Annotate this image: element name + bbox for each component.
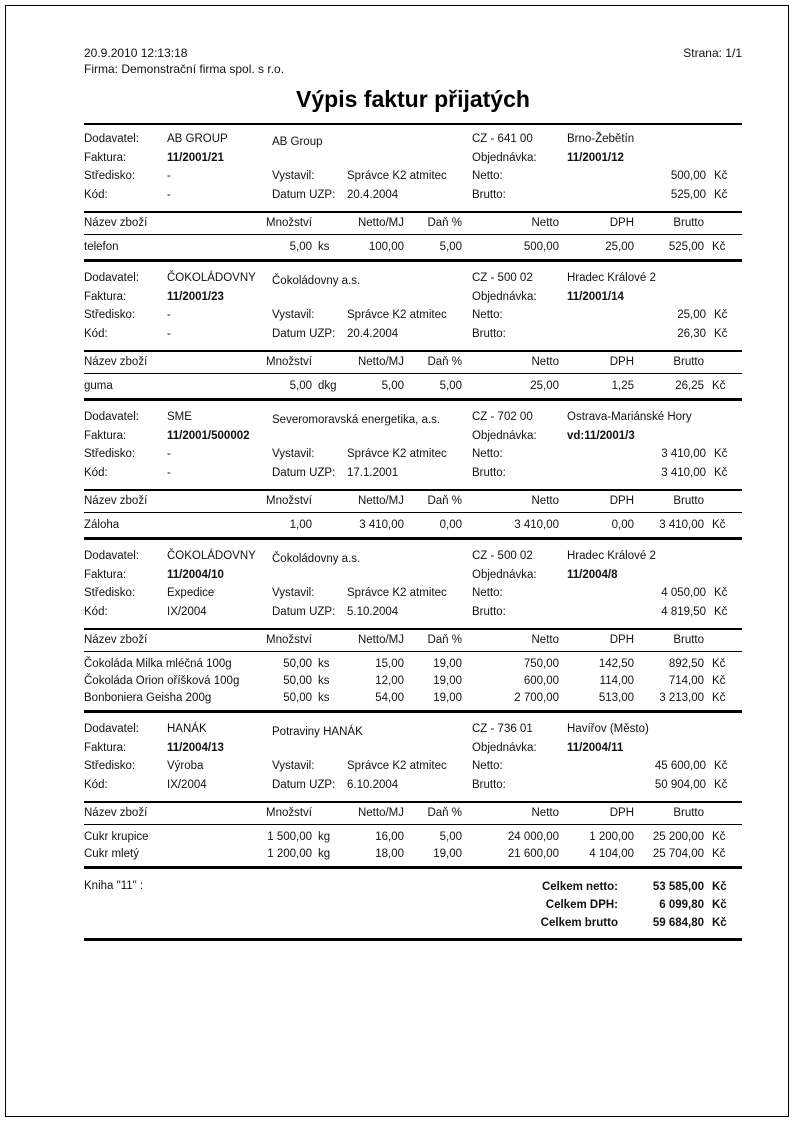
divider <box>84 537 742 540</box>
item-tax: 19,00 <box>433 692 462 704</box>
item-name: guma <box>84 380 113 392</box>
item-vat: 513,00 <box>598 692 634 704</box>
item-unit: dkg <box>318 380 337 392</box>
currency-label: Kč <box>712 519 726 531</box>
supplier-name: Potraviny HANÁK <box>272 726 363 738</box>
item-vat: 1,25 <box>611 380 634 392</box>
col-brutto: Brutto <box>673 356 704 368</box>
order-number: 11/2001/14 <box>567 290 624 303</box>
supplier-city: Ostrava-Mariánské Hory <box>567 411 692 423</box>
total-netto-label: Celkem netto: <box>541 881 618 893</box>
report-datetime: 20.9.2010 12:13:18 <box>84 46 188 60</box>
item-tax: 5,00 <box>439 831 462 843</box>
supplier-zip: CZ - 736 01 <box>472 723 533 735</box>
col-name: Název zboží <box>84 356 148 368</box>
currency-label: Kč <box>714 309 728 321</box>
code-value: - <box>167 188 171 201</box>
code-value: - <box>167 327 171 340</box>
brutto-label: Brutto: <box>472 327 506 340</box>
currency-label: Kč <box>714 327 728 340</box>
total-brutto-label: Celkem brutto <box>540 917 618 929</box>
currency-label: Kč <box>712 831 726 843</box>
invoice-number: 11/2001/500002 <box>167 429 250 442</box>
divider <box>84 259 742 262</box>
cost-center-value: - <box>167 170 171 182</box>
item-name: telefon <box>84 241 119 253</box>
cost-center-label: Středisko: <box>84 170 136 182</box>
item-netto: 500,00 <box>523 241 559 253</box>
item-netto: 3 410,00 <box>514 519 559 531</box>
col-netto-unit: Netto/MJ <box>357 495 404 507</box>
item-netto: 25,00 <box>530 380 559 392</box>
currency-label: Kč <box>712 692 726 704</box>
col-brutto: Brutto <box>673 495 704 507</box>
col-vat: DPH <box>609 495 634 507</box>
order-number: vd:11/2001/3 <box>567 429 635 442</box>
items-header <box>84 630 742 651</box>
item-brutto: 714,00 <box>668 675 704 687</box>
supplier-zip: CZ - 500 02 <box>472 272 533 284</box>
col-quantity: Množství <box>265 634 312 646</box>
supplier-code: SME <box>167 411 192 423</box>
book-label: Kniha "11" : <box>84 880 144 892</box>
currency-label: Kč <box>714 778 728 791</box>
supplier-zip: CZ - 641 00 <box>472 133 533 145</box>
item-netto: 750,00 <box>523 658 559 670</box>
item-unit <box>312 517 332 534</box>
total-brutto-value: 59 684,80 <box>652 917 704 929</box>
item-row <box>84 517 742 534</box>
invoice-netto: 500,00 <box>670 170 706 182</box>
currency-label: Kč <box>714 587 728 599</box>
col-vat: DPH <box>609 217 634 229</box>
tax-date-value: 20.4.2004 <box>347 327 399 340</box>
divider <box>84 866 742 869</box>
item-qty: 1,00 <box>289 519 312 531</box>
supplier-code: AB GROUP <box>167 133 228 145</box>
order-number: 11/2001/12 <box>567 151 624 164</box>
cost-center-label: Středisko: <box>84 760 136 772</box>
item-unit: kg <box>318 848 331 860</box>
item-netto-unit: 100,00 <box>368 241 404 253</box>
col-vat: DPH <box>609 634 634 646</box>
report-summary <box>84 876 742 938</box>
divider <box>84 123 742 125</box>
invoice-block <box>84 547 742 713</box>
tax-date-value: 5.10.2004 <box>347 605 399 618</box>
tax-date-value: 17.1.2001 <box>347 466 399 479</box>
issued-by-label: Vystavil: <box>272 170 315 182</box>
order-number: 11/2004/11 <box>567 741 624 754</box>
issued-by-label: Vystavil: <box>272 760 315 772</box>
item-tax: 19,00 <box>433 848 462 860</box>
currency-label: Kč <box>714 605 728 618</box>
col-netto: Netto <box>531 634 559 646</box>
item-row <box>84 378 742 395</box>
col-vat: DPH <box>609 356 634 368</box>
item-unit: ks <box>318 692 330 704</box>
invoice-block <box>84 720 742 869</box>
currency-label: Kč <box>712 241 726 253</box>
invoice-netto: 25,00 <box>677 309 706 321</box>
invoice-brutto: 525,00 <box>670 188 706 201</box>
item-brutto: 25 200,00 <box>652 831 704 843</box>
order-label: Objednávka: <box>472 741 537 754</box>
invoice-netto: 4 050,00 <box>661 587 706 599</box>
supplier-name: Severomoravská energetika, a.s. <box>272 414 441 426</box>
cost-center-value: Expedice <box>167 587 215 599</box>
brutto-label: Brutto: <box>472 188 506 201</box>
col-name: Název zboží <box>84 217 148 229</box>
supplier-label: Dodavatel: <box>84 550 139 562</box>
col-vat: DPH <box>609 807 634 819</box>
supplier-label: Dodavatel: <box>84 411 139 423</box>
items-header <box>84 491 742 512</box>
item-tax: 19,00 <box>433 675 462 687</box>
item-row <box>84 673 742 690</box>
issued-by-value: Správce K2 atmitec <box>347 587 447 599</box>
order-label: Objednávka: <box>472 151 537 164</box>
col-tax: Daň % <box>427 634 462 646</box>
brutto-label: Brutto: <box>472 466 506 479</box>
item-row <box>84 656 742 673</box>
supplier-city: Hradec Králové 2 <box>567 550 656 562</box>
item-netto: 24 000,00 <box>507 831 559 843</box>
invoice-block <box>84 269 742 401</box>
item-netto-unit: 18,00 <box>375 848 404 860</box>
issued-by-value: Správce K2 atmitec <box>347 448 447 460</box>
report-header <box>84 45 742 113</box>
item-name: Cukr krupice <box>84 831 149 843</box>
item-netto-unit: 54,00 <box>375 692 404 704</box>
col-netto: Netto <box>531 807 559 819</box>
code-label: Kód: <box>84 778 108 791</box>
invoice-number: 11/2004/10 <box>167 568 224 581</box>
item-unit: kg <box>318 831 331 843</box>
code-label: Kód: <box>84 188 108 201</box>
item-name: Cukr mletý <box>84 848 139 860</box>
divider <box>84 938 742 941</box>
item-name: Záloha <box>84 519 120 531</box>
item-brutto: 525,00 <box>668 241 704 253</box>
item-vat: 114,00 <box>599 675 634 687</box>
netto-label: Netto: <box>472 309 503 321</box>
code-value: IX/2004 <box>167 778 207 791</box>
cost-center-value: Výroba <box>167 760 204 772</box>
code-label: Kód: <box>84 466 108 479</box>
item-brutto: 25 704,00 <box>652 848 704 860</box>
supplier-city: Hradec Králové 2 <box>567 272 656 284</box>
item-name: Čokoláda Orion oříšková 100g <box>84 675 240 687</box>
invoice-label: Faktura: <box>84 568 127 581</box>
invoice-brutto: 4 819,50 <box>661 605 706 618</box>
item-qty: 50,00 <box>283 658 312 670</box>
divider <box>84 398 742 401</box>
col-name: Název zboží <box>84 495 148 507</box>
cost-center-value: - <box>167 448 171 460</box>
item-tax: 19,00 <box>433 658 462 670</box>
item-tax: 0,00 <box>439 519 462 531</box>
col-netto: Netto <box>531 495 559 507</box>
invoice-number: 11/2001/21 <box>167 151 224 164</box>
page-number: Strana: 1/1 <box>683 46 742 60</box>
col-name: Název zboží <box>84 634 148 646</box>
supplier-zip: CZ - 500 02 <box>472 550 533 562</box>
items-header <box>84 803 742 824</box>
item-netto: 600,00 <box>523 675 559 687</box>
total-netto-value: 53 585,00 <box>652 881 704 893</box>
supplier-code: ČOKOLÁDOVNY <box>167 550 256 562</box>
item-qty: 5,00 <box>289 380 312 392</box>
invoice-brutto: 26,30 <box>677 327 706 340</box>
supplier-code: ČOKOLÁDOVNY <box>167 272 256 284</box>
col-tax: Daň % <box>427 807 462 819</box>
item-unit: ks <box>318 675 330 687</box>
item-row <box>84 690 742 707</box>
item-qty: 5,00 <box>289 241 312 253</box>
item-brutto: 892,50 <box>668 658 704 670</box>
item-brutto: 3 410,00 <box>659 519 704 531</box>
page-frame <box>5 5 789 1117</box>
item-netto-unit: 3 410,00 <box>359 519 404 531</box>
netto-label: Netto: <box>472 760 503 772</box>
item-qty: 1 500,00 <box>267 831 312 843</box>
currency-label: Kč <box>712 658 726 670</box>
col-netto-unit: Netto/MJ <box>357 217 404 229</box>
code-label: Kód: <box>84 605 108 618</box>
col-brutto: Brutto <box>673 217 704 229</box>
invoice-info <box>84 269 742 350</box>
cost-center-value: - <box>167 309 171 321</box>
code-value: IX/2004 <box>167 605 207 618</box>
company-line: Firma: Demonstrační firma spol. s r.o. <box>84 62 285 76</box>
invoice-info <box>84 720 742 801</box>
currency-label: Kč <box>712 848 726 860</box>
invoice-number: 11/2004/13 <box>167 741 224 754</box>
item-name: Bonboniera Geisha 200g <box>84 692 212 704</box>
item-netto-unit: 12,00 <box>375 675 404 687</box>
item-vat: 0,00 <box>611 519 634 531</box>
item-brutto: 26,25 <box>675 380 704 392</box>
invoice-info <box>84 547 742 628</box>
issued-by-label: Vystavil: <box>272 448 315 460</box>
col-quantity: Množství <box>265 356 312 368</box>
invoice-label: Faktura: <box>84 741 127 754</box>
invoice-info <box>84 130 742 211</box>
order-label: Objednávka: <box>472 429 537 442</box>
item-row <box>84 239 742 256</box>
supplier-label: Dodavatel: <box>84 272 139 284</box>
cost-center-label: Středisko: <box>84 309 136 321</box>
col-quantity: Množství <box>265 217 312 229</box>
item-vat: 4 104,00 <box>589 848 634 860</box>
currency-label: Kč <box>712 675 726 687</box>
item-tax: 5,00 <box>439 380 462 392</box>
cost-center-label: Středisko: <box>84 587 136 599</box>
invoice-block <box>84 408 742 540</box>
invoice-number: 11/2001/23 <box>167 290 224 303</box>
item-vat: 142,50 <box>598 658 634 670</box>
items-header <box>84 213 742 234</box>
item-row <box>84 829 742 846</box>
totals <box>412 878 742 932</box>
currency-label: Kč <box>712 881 727 893</box>
col-tax: Daň % <box>427 217 462 229</box>
code-value: - <box>167 466 171 479</box>
tax-date-label: Datum UZP: <box>272 327 336 340</box>
item-row <box>84 846 742 863</box>
currency-label: Kč <box>712 899 727 911</box>
item-qty: 50,00 <box>283 675 312 687</box>
tax-date-label: Datum UZP: <box>272 466 336 479</box>
col-name: Název zboží <box>84 807 148 819</box>
item-name: Čokoláda Milka mléčná 100g <box>84 658 232 670</box>
invoice-netto: 3 410,00 <box>661 448 706 460</box>
issued-by-label: Vystavil: <box>272 587 315 599</box>
netto-label: Netto: <box>472 170 503 182</box>
invoice-block <box>84 130 742 262</box>
item-netto-unit: 5,00 <box>381 380 404 392</box>
supplier-code: HANÁK <box>167 723 207 735</box>
item-unit: ks <box>318 241 330 253</box>
invoice-brutto: 50 904,00 <box>654 778 706 791</box>
item-qty: 50,00 <box>283 692 312 704</box>
item-vat: 1 200,00 <box>589 831 634 843</box>
report-body <box>84 123 742 941</box>
report-title: Výpis faktur přijatých <box>296 86 530 112</box>
col-netto-unit: Netto/MJ <box>357 807 404 819</box>
currency-label: Kč <box>714 448 728 460</box>
supplier-name: Čokoládovny a.s. <box>272 275 361 287</box>
supplier-city: Brno-Žebětín <box>567 133 635 145</box>
supplier-city: Havířov (Město) <box>567 723 649 735</box>
col-tax: Daň % <box>427 356 462 368</box>
col-brutto: Brutto <box>673 634 704 646</box>
issued-by-value: Správce K2 atmitec <box>347 309 447 321</box>
invoice-label: Faktura: <box>84 151 127 164</box>
supplier-name: Čokoládovny a.s. <box>272 553 361 565</box>
col-brutto: Brutto <box>673 807 704 819</box>
items-header <box>84 352 742 373</box>
brutto-label: Brutto: <box>472 605 506 618</box>
currency-label: Kč <box>712 380 726 392</box>
order-number: 11/2004/8 <box>567 568 618 581</box>
order-label: Objednávka: <box>472 568 537 581</box>
item-tax: 5,00 <box>439 241 462 253</box>
supplier-zip: CZ - 702 00 <box>472 411 533 423</box>
currency-label: Kč <box>714 170 728 182</box>
item-brutto: 3 213,00 <box>659 692 704 704</box>
tax-date-value: 6.10.2004 <box>347 778 399 791</box>
item-unit: ks <box>318 658 330 670</box>
supplier-label: Dodavatel: <box>84 133 139 145</box>
divider <box>84 710 742 713</box>
col-quantity: Množství <box>265 807 312 819</box>
total-vat-value: 6 099,80 <box>659 899 704 911</box>
netto-label: Netto: <box>472 587 503 599</box>
invoice-info <box>84 408 742 489</box>
cost-center-label: Středisko: <box>84 448 136 460</box>
item-netto-unit: 16,00 <box>375 831 404 843</box>
supplier-label: Dodavatel: <box>84 723 139 735</box>
brutto-label: Brutto: <box>472 778 506 791</box>
col-tax: Daň % <box>427 495 462 507</box>
issued-by-value: Správce K2 atmitec <box>347 760 447 772</box>
order-label: Objednávka: <box>472 290 537 303</box>
code-label: Kód: <box>84 327 108 340</box>
col-netto: Netto <box>531 217 559 229</box>
supplier-name: AB Group <box>272 136 323 148</box>
item-netto: 2 700,00 <box>514 692 559 704</box>
total-vat-label: Celkem DPH: <box>545 899 618 911</box>
currency-label: Kč <box>714 760 728 772</box>
currency-label: Kč <box>714 188 728 201</box>
invoice-label: Faktura: <box>84 429 127 442</box>
netto-label: Netto: <box>472 448 503 460</box>
issued-by-label: Vystavil: <box>272 309 315 321</box>
col-netto: Netto <box>531 356 559 368</box>
item-netto-unit: 15,00 <box>375 658 404 670</box>
item-netto: 21 600,00 <box>507 848 559 860</box>
currency-label: Kč <box>712 917 727 929</box>
tax-date-label: Datum UZP: <box>272 778 336 791</box>
item-vat: 25,00 <box>605 241 634 253</box>
item-qty: 1 200,00 <box>267 848 312 860</box>
total-brutto-row <box>412 914 742 932</box>
total-netto-row <box>412 878 742 896</box>
tax-date-label: Datum UZP: <box>272 605 336 618</box>
tax-date-label: Datum UZP: <box>272 188 336 201</box>
invoice-brutto: 3 410,00 <box>661 466 706 479</box>
col-netto-unit: Netto/MJ <box>357 634 404 646</box>
col-netto-unit: Netto/MJ <box>357 356 404 368</box>
currency-label: Kč <box>714 466 728 479</box>
invoice-netto: 45 600,00 <box>654 760 706 772</box>
tax-date-value: 20.4.2004 <box>347 188 399 201</box>
total-vat-row <box>412 896 742 914</box>
col-quantity: Množství <box>265 495 312 507</box>
issued-by-value: Správce K2 atmitec <box>347 170 447 182</box>
invoice-label: Faktura: <box>84 290 127 303</box>
